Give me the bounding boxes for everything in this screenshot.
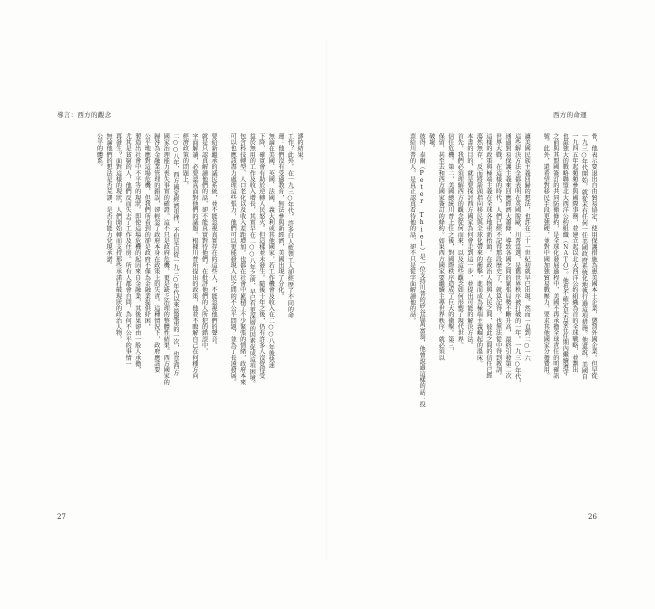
text-column: 運：他們沒有受過教育，無法參與新經濟，美國出現了分化。 xyxy=(276,133,284,300)
text-column: 破壞。 xyxy=(427,133,435,152)
text-column xyxy=(219,133,225,503)
text-column: 彼得．泰爾（Peter Thiel）是一位支持川普的矽谷億萬富翁，他曾說過這樣的話：投 xyxy=(418,133,426,408)
text-column: 就是只認真解讀他們的話，卻不能真實對待他們。在批評他們的人所犯的錯誤中， xyxy=(200,133,208,355)
text-column: 信任危機。第二，美國總統川普上任之後，對國際秩序造成了巨大的衝擊。第三， xyxy=(446,133,454,355)
text-column: 要給新繼承的議民系統，並不能忽視真實存在的這些人，不能忽視他們的聲音。 xyxy=(210,133,218,349)
text-column: 這些解決方法全都表明在英國脫歐、川普當選，是舊世界秩序被打破的一年。一九三○年代， xyxy=(513,133,521,387)
text-column: 經濟政策的問題上， xyxy=(181,133,189,189)
left-running-head: 導言：西方的觀念 xyxy=(57,111,112,119)
right-text-block xyxy=(352,133,596,503)
text-column: 一九三○年代開始，就從未有任何一任美國政府系統化地執行過這項措施。他還說，美國自 xyxy=(580,133,588,380)
text-column: 製造出社會中不平等的現狀。即使這場危機的起因來自金融業，其後果卻由一般人承擔， xyxy=(133,133,141,373)
text-column: 下降，確實會有助於逆轉人民怒火。但這樣並未發生。隨後十年之後，仍有許多人沒覺得受 xyxy=(257,133,265,379)
text-column: 之前與其盟國簽訂的共同防衛條約，是全球化發展過程中，美國不再承擔全球責任的明確訊 xyxy=(551,133,559,379)
text-column: 通過貿易保護主義來回應經濟大蕭條，導致各國之間的緊張局勢不斷升高，最終引發第二次 xyxy=(504,133,512,379)
right-page-number: 26 xyxy=(588,513,597,521)
text-column: 一九四五年起頻頻參與國際事務，並建立起以北大西洋公約組織為首的全球戰略，並劃出 xyxy=(570,133,578,373)
text-column: 骨，他表示要退出自由貿易協定，使用保護措施為惠美國本土企業，懲罰外國企業。但早從 xyxy=(590,133,597,379)
text-column xyxy=(532,133,538,503)
text-column: 可以也應該盡力處理這些張力，他們可以更能發現人民之間的不公平問題，並為了長遠發展。 xyxy=(229,133,237,386)
text-column: 保留，甚至去和西方國家簽訂的條約。如果西方國家要繼續主導世界秩序，就必須以 xyxy=(437,133,445,361)
text-column: 再發生？面對這樣的現狀，人們開始轉而支持那些承諾打破現狀的政治人物， xyxy=(114,133,122,343)
text-column: 二○○八年，西方國家經濟重挫，不但是自從一九三○年代以來最嚴重的一次，也是西方 xyxy=(171,133,179,376)
text-column: 首先，我們必須理解西方的觀念從何而來，以及這些觀念如何形塑了現代世界。 xyxy=(456,133,464,349)
text-column: 公平地應對這場危機，但我們所看到的卻是政府不僅為金融業提供紓困， xyxy=(143,133,151,330)
left-page-number: 27 xyxy=(57,513,66,521)
book-gutter xyxy=(326,40,328,560)
text-column: 本書的目的，就是要探討西方國家為何會走到這一步，並提出可能的解決方法。 xyxy=(465,133,473,349)
text-column: 讓美國民族主義回歸的想法，也許在二十一世紀初就早已出現。然而一直到二○一六 xyxy=(523,133,531,362)
text-column: 票給川普的人，是真正認真看待他的話，卻不只是從字面解讀他的話。 xyxy=(408,133,416,324)
text-column: 也最強大的戰略聯盟北大西洋公約組織（ＮＡＴＯ）。他也不確定是否要在任期內繼續遵守 xyxy=(561,133,569,376)
text-column: 蕩然無存，反而將箭頭指向移民與全球化帶來的衝擊，進而成為極端主義崛起的溫床。 xyxy=(475,133,483,367)
text-column: 謬的結果。 xyxy=(296,133,303,164)
text-column: 無論在美國、英國、法國、義大利或其他國家，若工作機會及收入在二○○八年後快速 xyxy=(267,133,275,369)
text-column: 這樣的政策與極端主義在全球各地重新抬頭。在政治人物與人民之間，彼此之間的信任已經 xyxy=(484,133,492,379)
right-running-head: 西方的命運 xyxy=(553,111,587,119)
left-text-block xyxy=(57,133,302,503)
text-column: 工作？此外，在一九三○年代，許多白人藍領工人卻經歷了不同的命 xyxy=(286,133,294,319)
text-column: 益於無用的工作及收入增長，其實早在二○○八年之前，早已有更深層的因素促成這項困境。 xyxy=(248,133,256,387)
text-column: 世界大戰。在這樣的時代，人們已經不記得那段歷史了，就算記得，也無法從中得到教訓。 xyxy=(494,133,502,379)
text-column: 包含科技轉型、人口老化以及收入差距增加。也都在社會中累積了不少緊張的情緒，政府本來 xyxy=(238,133,246,386)
text-column: 字面解讀，必要認真面對他們的議題。根據川普所提出的政策，他並不瞭解自己在何種方向 xyxy=(190,133,198,379)
text-column: 號。此外，還希望對移民手段更強硬，並對中國加強貿易戰壓力，要求其他國家分擔費用。 xyxy=(542,133,550,379)
text-column: 國家治理能力喪失事實的確證。這不只是政府危機，更是缺乏治理的整體性結果。西方國家的 xyxy=(162,133,170,386)
text-column: 公平的體系。 xyxy=(95,133,103,170)
text-column: 歸咎為金融業管理的錯誤，卻輕忽了政府本身在政策上的失責。這種情況下，政府應該要 xyxy=(152,133,160,373)
text-column: 無論他們的想法是否荒謬，是否有能力兌現承諾。 xyxy=(105,133,113,269)
text-column: 尤其是貧窮的人，他們反而失去了工作及住房。所有人都會自問，為何不公平的事情一 xyxy=(124,133,132,367)
